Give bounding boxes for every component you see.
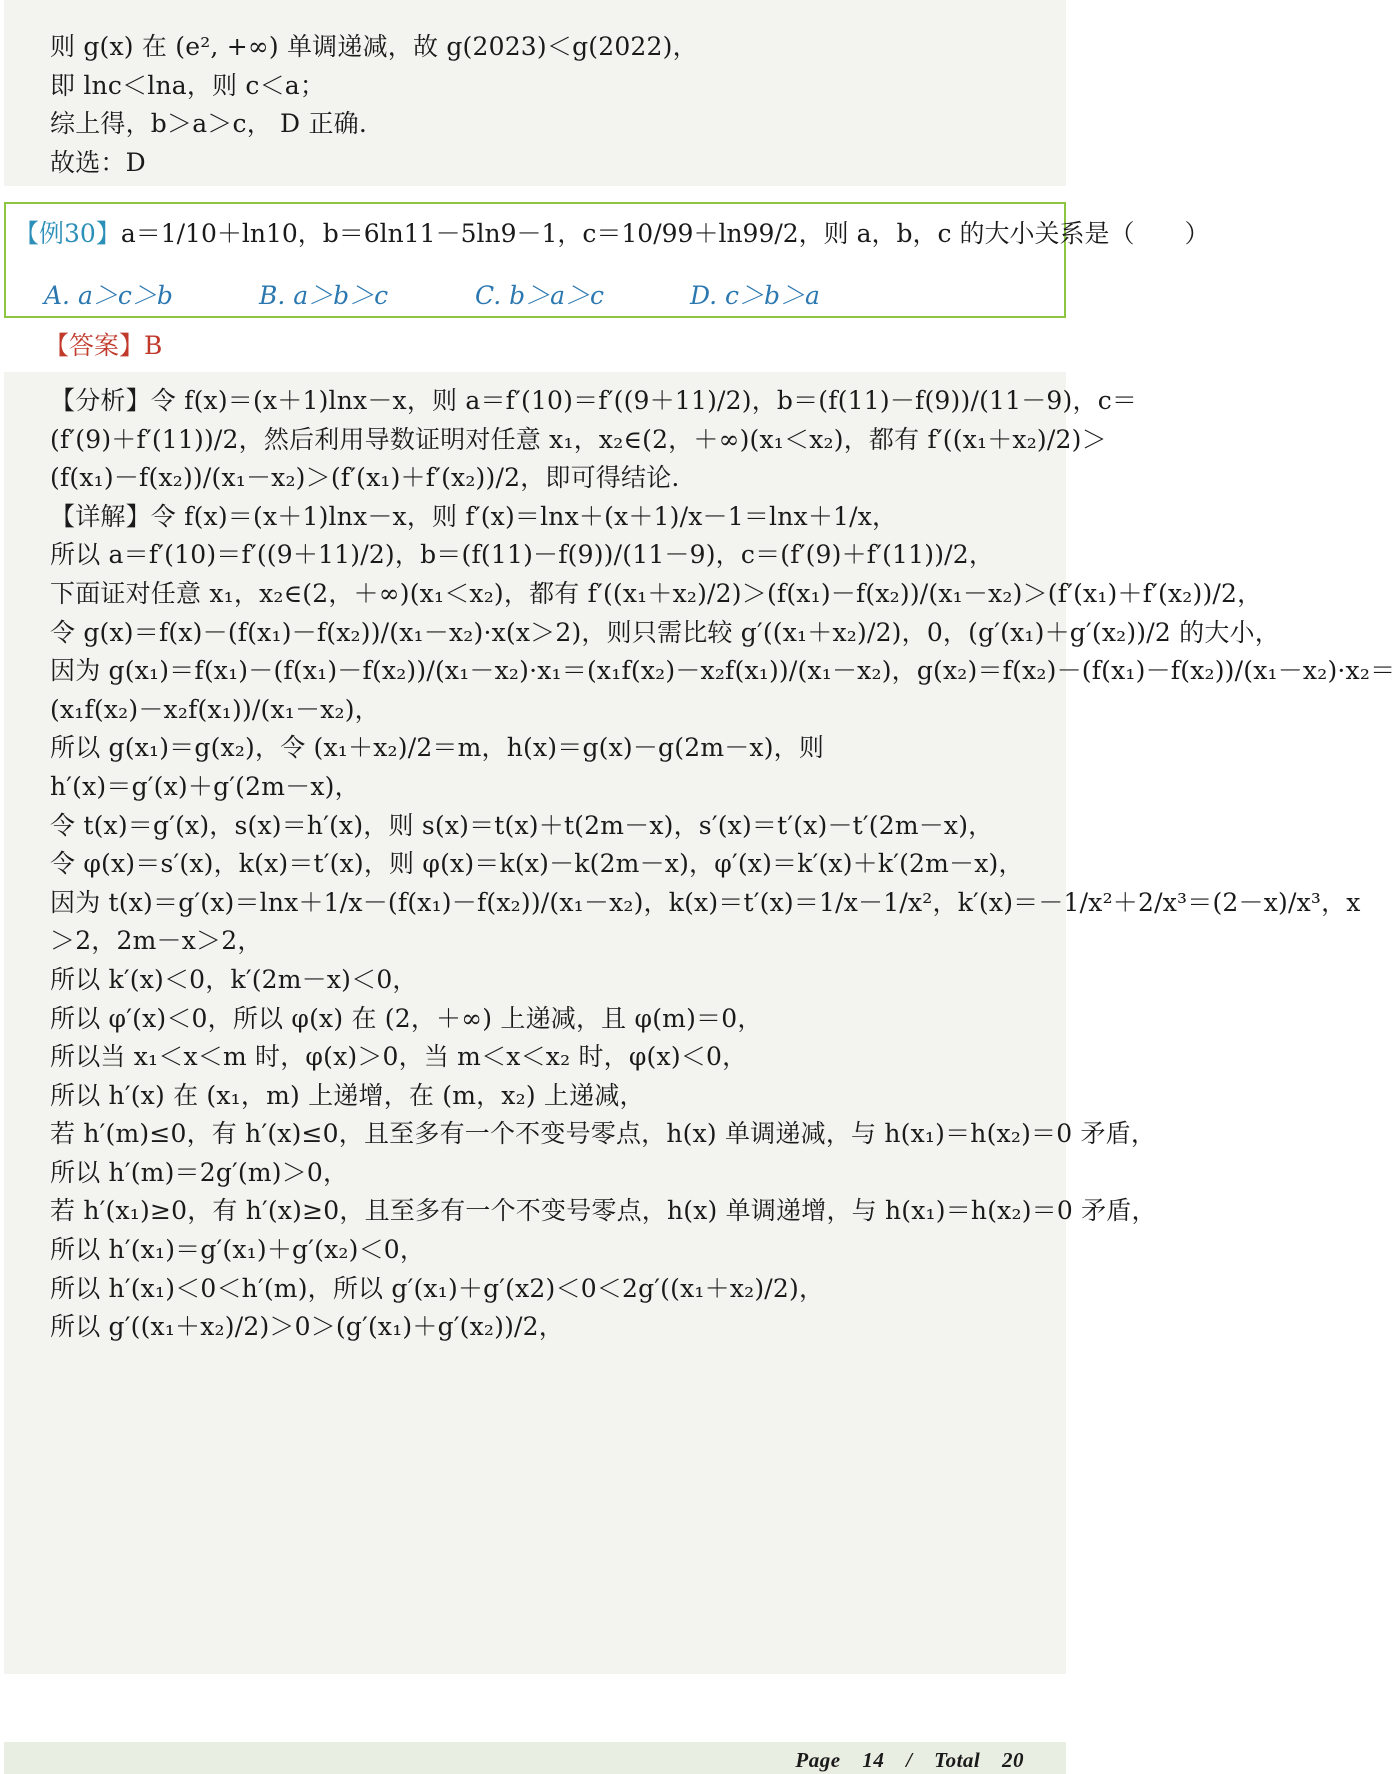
previous-solution-block (4, 0, 1066, 186)
analysis-line: 所以 g′((x₁＋x₂)/2)＞0＞(g′(x₁)＋g′(x₂))/2， (50, 1312, 564, 1342)
option-c: C. b＞a＞c (475, 281, 605, 310)
previous-solution-lines (50, 28, 1042, 182)
example-stem (14, 214, 1210, 250)
analysis-line: 因为 g(x₁)＝f(x₁)－(f(x₁)－f(x₂))/(x₁－x₂)·x₁＝(x₁f(x₂)－x₂f(x₁))/(x₁－x₂)，g(x₂)＝f(x₂)－(f(x₁)－f(x₂))/(x₁－x₂)·x₂＝ (50, 656, 1395, 686)
example-tag: 【例30】 (14, 219, 121, 248)
analysis-line: 所以 h′(x₁)＝g′(x₁)＋g′(x₂)＜0， (50, 1235, 426, 1265)
example-30-box (4, 202, 1210, 318)
analysis-line: 所以 k′(x)＜0，k′(2m－x)＜0， (50, 964, 418, 994)
analysis-line: 所以当 x₁＜x＜m 时，φ(x)＞0，当 m＜x＜x₂ 时，φ(x)＜0， (50, 1042, 748, 1072)
analysis-line: (f(x₁)－f(x₂))/(x₁－x₂)＞(f′(x₁)＋f′(x₂))/2，即可得结论. (50, 463, 680, 493)
page-counter (795, 1748, 1024, 1773)
example-question: a＝1/10＋ln10，b＝6ln11－5ln9－1，c＝10/99＋ln99/2，则 a，b，c 的大小关系是（ ） (120, 219, 1210, 248)
analysis-line: 令 g(x)＝f(x)－(f(x₁)－f(x₂))/(x₁－x₂)·x(x＞2)，则只需比较 g′((x₁＋x₂)/2)，0，(g′(x₁)＋g′(x₂))/2 的大小， (50, 617, 1280, 647)
option-d: D. c＞b＞a (690, 281, 820, 310)
answer-label: 【答案】B (44, 331, 163, 360)
options-row (6, 276, 1064, 316)
analysis-line: 【详解】令 f(x)＝(x＋1)lnx－x，则 f′(x)＝lnx＋(x＋1)/x－1＝lnx＋1/x， (50, 501, 898, 531)
analysis-line: 下面证对任意 x₁，x₂∈(2，＋∞)(x₁＜x₂)，都有 f′((x₁＋x₂)/2)＞(f(x₁)－f(x₂))/(x₁－x₂)＞(f′(x₁)＋f′(x₂))/2， (50, 578, 1263, 608)
analysis-line: 所以 a＝f′(10)＝f′((9＋11)/2)，b＝(f(11)－f(9))/(11－9)，c＝(f′(9)＋f′(11))/2， (50, 540, 995, 570)
analysis-line: 若 h′(m)≤0，有 h′(x)≤0，且至多有一个不变号零点，h(x) 单调递减，与 h(x₁)＝h(x₂)＝0 矛盾， (50, 1119, 1157, 1149)
analysis-line: 令 t(x)＝g′(x)，s(x)＝h′(x)，则 s(x)＝t(x)＋t(2m－x)，s′(x)＝t′(x)－t′(2m－x)， (50, 810, 994, 840)
analysis-lines (50, 382, 1395, 1347)
analysis-line: (f′(9)＋f′(11))/2，然后利用导数证明对任意 x₁，x₂∈(2，＋∞)(x₁＜x₂)，都有 f′((x₁＋x₂)/2)＞ (50, 424, 1107, 454)
option-a: A. a＞c＞b (44, 281, 173, 310)
analysis-line: 【分析】令 f(x)＝(x＋1)lnx－x，则 a＝f′(10)＝f′((9＋11)/2)，b＝(f(11)－f(9))/(11－9)，c＝ (50, 386, 1138, 415)
page-number: 14 (862, 1748, 885, 1772)
page-footer (4, 1742, 1066, 1774)
analysis-line: 所以 g(x₁)＝g(x₂)，令 (x₁＋x₂)/2＝m，h(x)＝g(x)－g(2m－x)，则 (50, 733, 825, 763)
text-line: 综上得，b＞a＞c， D 正确. (50, 109, 367, 138)
total-number: 20 (1002, 1748, 1024, 1772)
text-line: 则 g(x) 在 (e², +∞) 单调递减，故 g(2023)＜g(2022)， (50, 32, 698, 61)
analysis-line: 若 h′(x₁)≥0，有 h′(x)≥0，且至多有一个不变号零点，h(x) 单调递增，与 h(x₁)＝h(x₂)＝0 矛盾， (50, 1196, 1157, 1226)
analysis-block (4, 372, 1395, 1674)
analysis-line: h′(x)＝g′(x)＋g′(2m－x)， (50, 771, 360, 801)
analysis-line: 所以 h′(x) 在 (x₁，m) 上递增，在 (m，x₂) 上递减， (50, 1080, 645, 1110)
analysis-line: 因为 t(x)＝g′(x)＝lnx＋1/x－(f(x₁)－f(x₂))/(x₁－x₂)，k(x)＝t′(x)＝1/x－1/x²，k′(x)＝－1/x²＋2/x³＝(2－x)/x³，x (50, 887, 1361, 917)
page-separator: / (906, 1748, 913, 1772)
total-label: Total (934, 1748, 981, 1772)
analysis-line: 所以 φ′(x)＜0，所以 φ(x) 在 (2，＋∞) 上递减，且 φ(m)＝0， (50, 1003, 763, 1033)
analysis-line: (x₁f(x₂)－x₂f(x₁))/(x₁－x₂)， (50, 694, 380, 724)
analysis-line: ＞2，2m－x＞2， (50, 926, 263, 956)
analysis-line: 令 φ(x)＝s′(x)，k(x)＝t′(x)，则 φ(x)＝k(x)－k(2m－x)，φ′(x)＝k′(x)＋k′(2m－x)， (50, 849, 1024, 879)
option-b: B. a＞b＞c (259, 281, 389, 310)
analysis-line: 所以 h′(x₁)＜0＜h′(m)，所以 g′(x₁)＋g′(x2)＜0＜2g′((x₁＋x₂)/2)， (50, 1273, 825, 1303)
page-label: Page (795, 1748, 841, 1772)
text-line: 即 lnc＜lna，则 c＜a； (50, 70, 326, 100)
analysis-line: 所以 h′(m)＝2g′(m)＞0， (50, 1157, 349, 1187)
text-line: 故选：D (50, 147, 146, 177)
